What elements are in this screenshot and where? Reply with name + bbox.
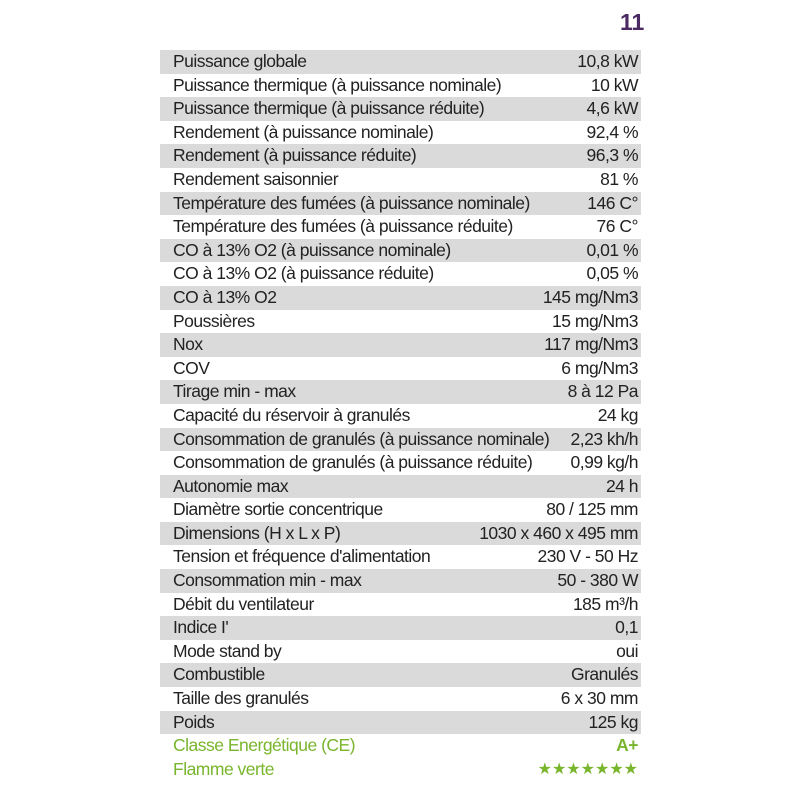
spec-value: Granulés <box>570 664 638 685</box>
spec-value: 10,8 kW <box>577 51 638 71</box>
spec-row <box>160 192 641 216</box>
spec-value: 2,23 kh/h <box>570 428 638 449</box>
spec-label: Combustible <box>173 664 265 685</box>
spec-label: Rendement saisonnier <box>173 168 339 189</box>
spec-label: Température des fumées (à puissance nominale) <box>173 192 530 213</box>
spec-value: 24 h <box>605 475 638 496</box>
spec-value: oui <box>616 640 638 661</box>
spec-value: 81 % <box>600 168 638 189</box>
spec-label: Consommation de granulés (à puissance nominale) <box>173 428 550 449</box>
spec-value: 146 C° <box>587 192 638 213</box>
spec-value: 117 mg/Nm3 <box>544 334 638 355</box>
spec-value: 8 à 12 Pa <box>567 381 638 402</box>
spec-value: 92,4 % <box>586 121 638 142</box>
spec-row <box>160 333 641 357</box>
spec-value: 185 m³/h <box>572 593 638 614</box>
spec-row <box>160 262 641 286</box>
spec-row <box>160 50 641 74</box>
energy-class-row <box>160 734 641 758</box>
spec-value: 145 mg/Nm3 <box>542 286 638 307</box>
spec-rows <box>160 50 641 734</box>
spec-row <box>160 640 641 664</box>
spec-row <box>160 310 641 334</box>
spec-label: Température des fumées (à puissance réduite) <box>173 216 513 237</box>
spec-row <box>160 687 641 711</box>
spec-label: Tirage min - max <box>173 381 296 402</box>
spec-value: 6 x 30 mm <box>560 688 638 709</box>
spec-value: 0,01 % <box>586 239 638 260</box>
spec-row <box>160 215 641 239</box>
spec-row <box>160 428 641 452</box>
spec-value: 15 mg/Nm3 <box>552 310 638 331</box>
spec-label: Diamètre sortie concentrique <box>173 499 383 520</box>
spec-label: Puissance thermique (à puissance réduite) <box>173 98 485 119</box>
spec-label: Consommation min - max <box>173 570 362 591</box>
spec-label: Indice I' <box>173 617 229 638</box>
spec-row <box>160 616 641 640</box>
spec-row <box>160 711 641 735</box>
spec-label: Puissance thermique (à puissance nominale) <box>173 74 502 95</box>
spec-label: Capacité du réservoir à granulés <box>173 404 410 425</box>
spec-row <box>160 144 641 168</box>
spec-value: 24 kg <box>597 404 638 425</box>
spec-value: 1030 x 460 x 495 mm <box>479 522 638 543</box>
spec-row <box>160 593 641 617</box>
spec-label: Rendement (à puissance nominale) <box>173 121 434 142</box>
spec-row <box>160 380 641 404</box>
spec-table <box>160 50 641 781</box>
spec-label: Puissance globale <box>173 51 307 71</box>
spec-value: 6 mg/Nm3 <box>561 357 638 378</box>
spec-label: Mode stand by <box>173 640 282 661</box>
spec-row <box>160 498 641 522</box>
spec-row <box>160 663 641 687</box>
flamme-verte-row <box>160 758 641 782</box>
spec-row <box>160 404 641 428</box>
spec-value: 4,6 kW <box>586 98 638 119</box>
spec-value: 50 - 380 W <box>557 570 638 591</box>
spec-value: 10 kW <box>590 74 638 95</box>
spec-label: Poids <box>173 711 215 732</box>
spec-value: 125 kg <box>588 711 638 732</box>
spec-row <box>160 239 641 263</box>
energy-class-value: A+ <box>616 735 638 756</box>
spec-value: 230 V - 50 Hz <box>537 546 638 567</box>
spec-row <box>160 522 641 546</box>
spec-row <box>160 569 641 593</box>
spec-row <box>160 357 641 381</box>
spec-row <box>160 97 641 121</box>
flamme-verte-stars: ★★★★★★★ <box>537 760 638 778</box>
spec-label: Dimensions (H x L x P) <box>173 522 341 543</box>
spec-row <box>160 451 641 475</box>
spec-row <box>160 545 641 569</box>
page-number: 11 <box>620 9 645 35</box>
spec-value: 0,1 <box>615 617 638 638</box>
spec-row <box>160 475 641 499</box>
spec-row <box>160 286 641 310</box>
spec-label: COV <box>173 357 210 378</box>
spec-row <box>160 74 641 98</box>
spec-row <box>160 121 641 145</box>
spec-label: Débit du ventilateur <box>173 593 314 614</box>
spec-label: Nox <box>173 334 203 355</box>
spec-label: Tension et fréquence d'alimentation <box>173 546 431 567</box>
flamme-verte-label: Flamme verte <box>173 758 274 779</box>
spec-row <box>160 168 641 192</box>
spec-label: Taille des granulés <box>173 688 309 709</box>
spec-label: Poussières <box>173 310 255 331</box>
spec-value: 80 / 125 mm <box>546 499 638 520</box>
spec-label: Rendement (à puissance réduite) <box>173 145 417 166</box>
spec-label: CO à 13% O2 (à puissance réduite) <box>173 263 434 284</box>
energy-class-label: Classe Energétique (CE) <box>173 735 356 756</box>
spec-value: 96,3 % <box>586 145 638 166</box>
spec-label: Consommation de granulés (à puissance réduite) <box>173 452 533 473</box>
spec-value: 76 C° <box>596 216 638 237</box>
spec-label: CO à 13% O2 <box>173 286 277 307</box>
spec-label: CO à 13% O2 (à puissance nominale) <box>173 239 451 260</box>
spec-value: 0,05 % <box>586 263 638 284</box>
spec-label: Autonomie max <box>173 475 289 496</box>
spec-value: 0,99 kg/h <box>570 452 638 473</box>
